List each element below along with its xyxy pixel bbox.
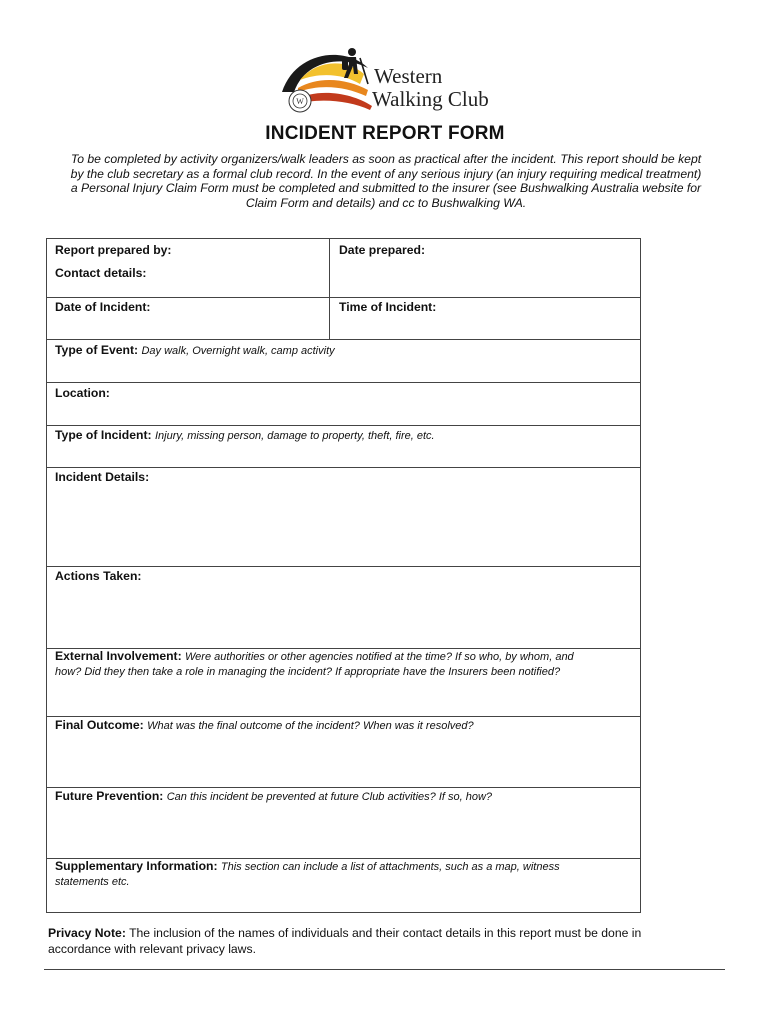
time-of-incident-field[interactable] — [330, 298, 640, 339]
supplementary-info-field[interactable] — [47, 859, 640, 914]
date-of-incident-field[interactable] — [47, 298, 330, 339]
incident-details-label: Incident Details: — [55, 470, 150, 484]
incident-form — [46, 238, 641, 913]
intro-line: To be completed by activity organizers/walk leaders as soon as practical after the incident. This report should be kept — [70, 152, 702, 166]
privacy-note-text-2: accordance with relevant privacy laws. — [48, 941, 256, 956]
future-prevention-text — [55, 789, 492, 803]
privacy-note-text-1: The inclusion of the names of individuals and their contact details in this report must be done in — [129, 926, 642, 940]
privacy-note-label: Privacy Note: — [48, 926, 126, 940]
form-row-prepared — [47, 239, 640, 298]
future-prevention-field[interactable] — [47, 788, 640, 859]
date-prepared-field[interactable] — [330, 239, 640, 297]
intro-line: a Personal Injury Claim Form must be completed and submitted to the insurer (see Bushwalking Australia website for — [70, 181, 702, 195]
supplementary-info-label: Supplementary Information: — [55, 859, 218, 873]
actions-taken-field[interactable] — [47, 567, 640, 649]
type-of-incident-label: Type of Incident: — [55, 428, 152, 442]
date-of-incident-label: Date of Incident: — [55, 300, 151, 314]
supplementary-info-hint-2: statements etc. — [55, 875, 130, 888]
contact-details-label: Contact details: — [55, 266, 147, 280]
future-prevention-hint: Can this incident be prevented at future Club activities? If so, how? — [166, 791, 493, 803]
svg-text:W: W — [296, 97, 304, 106]
supplementary-info-hint-1: This section can include a list of attachments, such as a map, witness — [220, 861, 560, 873]
type-of-incident-text — [55, 428, 435, 442]
incident-details-field[interactable] — [47, 468, 640, 567]
external-involvement-hint-2: how? Did they then take a role in managing the incident? If appropriate have the Insurers been notified? — [55, 665, 561, 678]
final-outcome-field[interactable] — [47, 717, 640, 788]
type-of-incident-hint: Injury, missing person, damage to property, theft, fire, etc. — [155, 430, 435, 442]
club-logo — [276, 40, 506, 120]
location-field[interactable] — [47, 383, 640, 426]
privacy-note — [48, 926, 708, 957]
type-of-event-hint: Day walk, Overnight walk, camp activity — [141, 345, 335, 357]
footer-divider — [44, 969, 725, 970]
logo-text-western: Western — [374, 64, 443, 88]
form-row-incident-datetime — [47, 298, 640, 340]
type-of-event-text — [55, 343, 335, 357]
supplementary-info-text — [55, 860, 610, 889]
location-label: Location: — [55, 386, 110, 400]
logo-text-walking-club: Walking Club — [372, 87, 489, 111]
intro-line: by the club secretary as a formal club record. In the event of any serious injury (an injury requiring medical treatment) — [70, 166, 702, 181]
intro-paragraph — [48, 152, 724, 210]
type-of-event-field[interactable] — [47, 340, 640, 383]
actions-taken-label: Actions Taken: — [55, 569, 142, 583]
intro-line: Claim Form and details) and cc to Bushwalking WA. — [245, 195, 527, 210]
time-of-incident-label: Time of Incident: — [339, 300, 437, 314]
future-prevention-label: Future Prevention: — [55, 789, 164, 803]
final-outcome-text — [55, 718, 474, 732]
external-involvement-text — [55, 650, 610, 679]
external-involvement-hint-1: Were authorities or other agencies notified at the time? If so who, by whom, and — [185, 651, 574, 663]
report-prepared-field[interactable] — [47, 239, 330, 297]
page-title: INCIDENT REPORT FORM — [265, 123, 505, 144]
final-outcome-hint: What was the final outcome of the incident? When was it resolved? — [147, 720, 474, 732]
date-prepared-label: Date prepared: — [339, 243, 426, 257]
external-involvement-label: External Involvement: — [55, 649, 182, 663]
report-prepared-label: Report prepared by: — [55, 243, 172, 257]
type-of-incident-field[interactable] — [47, 426, 640, 468]
external-involvement-field[interactable] — [47, 649, 640, 717]
final-outcome-label: Final Outcome: — [55, 718, 144, 732]
type-of-event-label: Type of Event: — [55, 343, 139, 357]
